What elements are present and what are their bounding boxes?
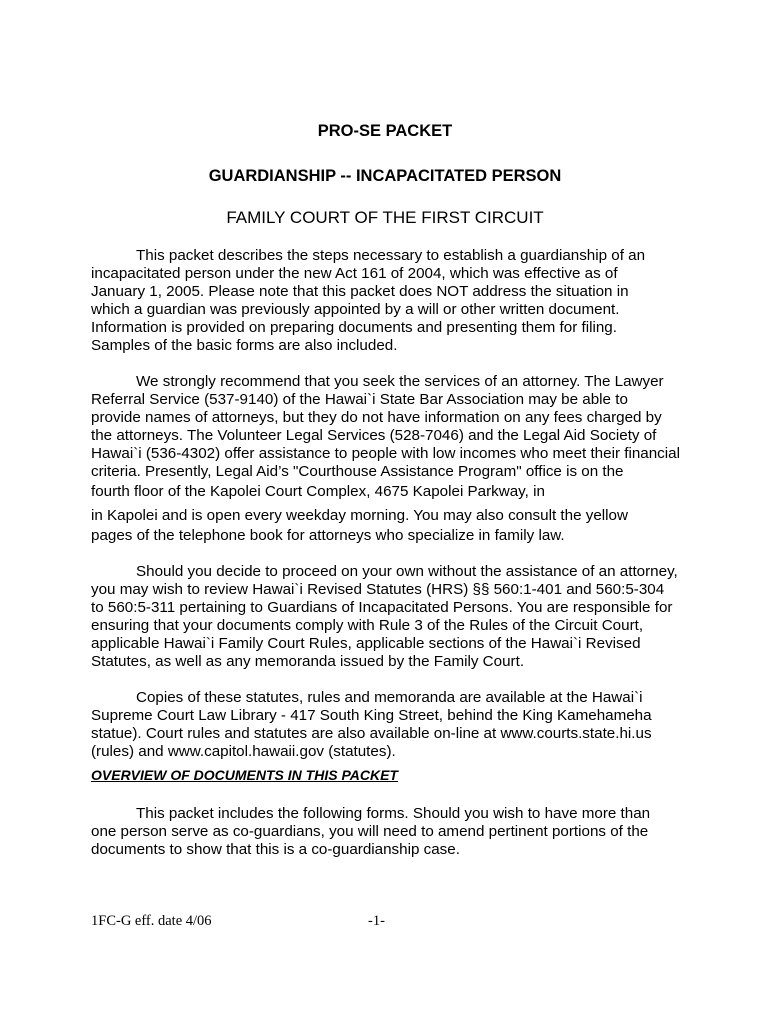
text-line: Copies of these statutes, rules and memoranda are available at the Hawai`i (136, 689, 643, 706)
text-line: Samples of the basic forms are also included. (91, 337, 398, 354)
text-line: This packet describes the steps necessary to establish a guardianship of an (136, 247, 646, 264)
text-line: in Kapolei and is open every weekday morning. You may also consult the yellow (91, 507, 628, 524)
text-line: This packet includes the following forms. Should you wish to have more than (136, 805, 651, 822)
text-line: January 1, 2005. Please note that this packet does NOT address the situation in (91, 283, 629, 300)
text-line: the attorneys. The Volunteer Legal Services (528-7046) and the Legal Aid Society of (91, 427, 657, 444)
text-line: provide names of attorneys, but they do not have information on any fees charged by (91, 409, 662, 426)
section-heading: OVERVIEW OF DOCUMENTS IN THIS PACKET (91, 767, 398, 783)
page-number: -1- (368, 913, 385, 929)
text-line: ensuring that your documents comply with Rule 3 of the Rules of the Circuit Court, (91, 617, 644, 634)
document-subtitle: GUARDIANSHIP -- INCAPACITATED PERSON (208, 167, 562, 185)
text-line: We strongly recommend that you seek the services of an attorney. The Lawyer (136, 373, 664, 390)
text-line: documents to show that this is a co-guardianship case. (91, 841, 460, 858)
text-line: (rules) and www.capitol.hawaii.gov (statutes). (91, 743, 396, 760)
text-line: one person serve as co-guardians, you will need to amend pertinent portions of the (91, 823, 649, 840)
text-line: pages of the telephone book for attorneys who specialize in family law. (91, 527, 565, 544)
document-title: PRO-SE PACKET (317, 122, 453, 140)
text-line: Information is provided on preparing documents and presenting them for filing. (91, 319, 617, 336)
text-line: Hawai`i (536-4302) offer assistance to people with low incomes who meet their financial (91, 445, 680, 462)
text-line: applicable Hawai`i Family Court Rules, applicable sections of the Hawai`i Revised (91, 635, 641, 652)
footer-form-id: 1FC-G eff. date 4/06 (91, 913, 212, 929)
court-name: FAMILY COURT OF THE FIRST CIRCUIT (226, 208, 544, 227)
text-line: Supreme Court Law Library - 417 South King Street, behind the King Kamehameha (91, 707, 652, 724)
text-line: criteria. Presently, Legal Aid’s "Courthouse Assistance Program" office is on the (91, 463, 624, 480)
text-line: which a guardian was previously appointed by a will or other written document. (91, 301, 620, 318)
text-line: Statutes, as well as any memoranda issued by the Family Court. (91, 653, 525, 670)
text-line: statue). Court rules and statutes are also available on-line at www.courts.state.hi.us (91, 725, 652, 742)
text-line: fourth floor of the Kapolei Court Complex, 4675 Kapolei Parkway, in (91, 483, 545, 500)
text-line: you may wish to review Hawai`i Revised Statutes (HRS) §§ 560:1-401 and 560:5-304 (91, 581, 665, 598)
text-line: Referral Service (537-9140) of the Hawai`i State Bar Association may be able to (91, 391, 628, 408)
text-line: Should you decide to proceed on your own without the assistance of an attorney, (136, 563, 678, 580)
text-line: to 560:5-311 pertaining to Guardians of Incapacitated Persons. You are responsible for (91, 599, 673, 616)
text-line: incapacitated person under the new Act 161 of 2004, which was effective as of (91, 265, 618, 282)
